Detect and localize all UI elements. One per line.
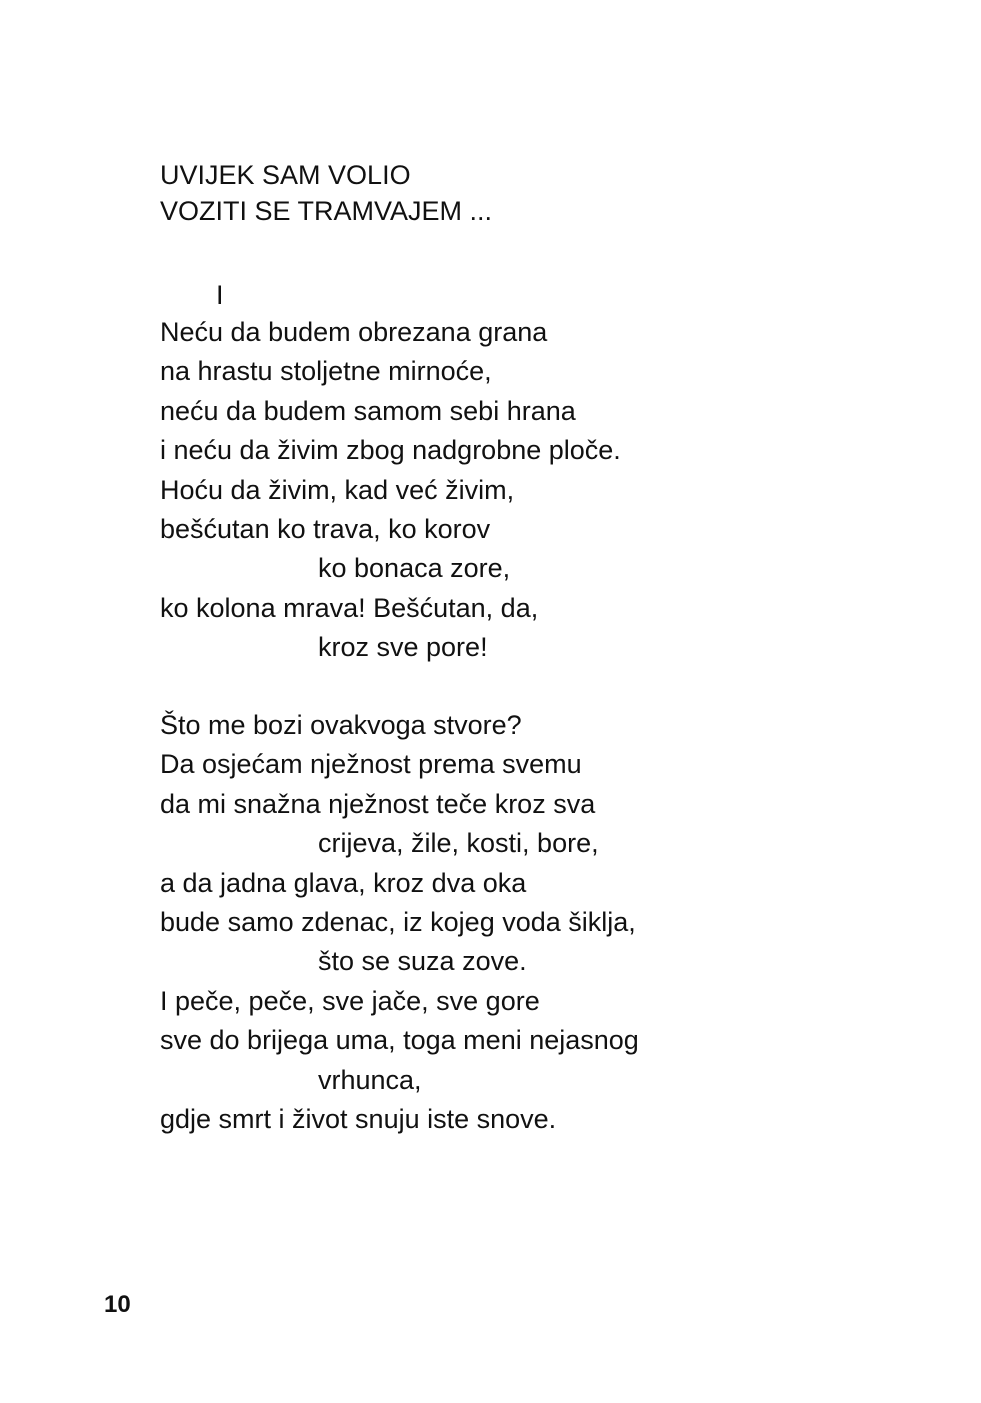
poem-title-line-2: VOZITI SE TRAMVAJEM ... bbox=[160, 196, 493, 226]
poem-line: gdje smrt i život snuju iste snove. bbox=[160, 1104, 557, 1135]
poem-line: i neću da živim zbog nadgrobne ploče. bbox=[160, 435, 621, 466]
poem-line-indented: vrhunca, bbox=[318, 1064, 422, 1095]
poem-line: bude samo zdenac, iz kojeg voda šiklja, bbox=[160, 907, 636, 938]
poem-line-indented: ko bonaca zore, bbox=[318, 553, 511, 584]
poem-line: I peče, peče, sve jače, sve gore bbox=[160, 985, 540, 1016]
poem-line-indented: kroz sve pore! bbox=[318, 632, 488, 663]
stanza-2 bbox=[160, 706, 639, 1139]
poem-line: Da osjećam nježnost prema svemu bbox=[160, 749, 582, 780]
poem-line: a da jadna glava, kroz dva oka bbox=[160, 867, 527, 898]
poem-line: Što me bozi ovakvoga stvore? bbox=[160, 710, 522, 740]
poem-line: sve do brijega uma, toga meni nejasnog bbox=[160, 1025, 639, 1056]
stanza-1 bbox=[160, 313, 621, 668]
poem-line: neću da budem samom sebi hrana bbox=[160, 395, 576, 426]
page-number: 10 bbox=[104, 1291, 131, 1318]
section-numeral: I bbox=[216, 280, 224, 310]
poem-line: da mi snažna nježnost teče kroz sva bbox=[160, 788, 596, 819]
poem-title bbox=[160, 157, 492, 229]
poem-line: na hrastu stoljetne mirnoće, bbox=[160, 356, 492, 387]
poem-line: bešćutan ko trava, ko korov bbox=[160, 514, 491, 545]
poem-line: Neću da budem obrezana grana bbox=[160, 317, 548, 347]
poem-title-line-1: UVIJEK SAM VOLIO bbox=[160, 160, 411, 190]
poem-line: Hoću da živim, kad već živim, bbox=[160, 474, 515, 505]
poem-line: ko kolona mrava! Bešćutan, da, bbox=[160, 592, 539, 623]
poem-line-indented: što se suza zove. bbox=[318, 946, 527, 977]
poem-line-indented: crijeva, žile, kosti, bore, bbox=[318, 828, 599, 859]
